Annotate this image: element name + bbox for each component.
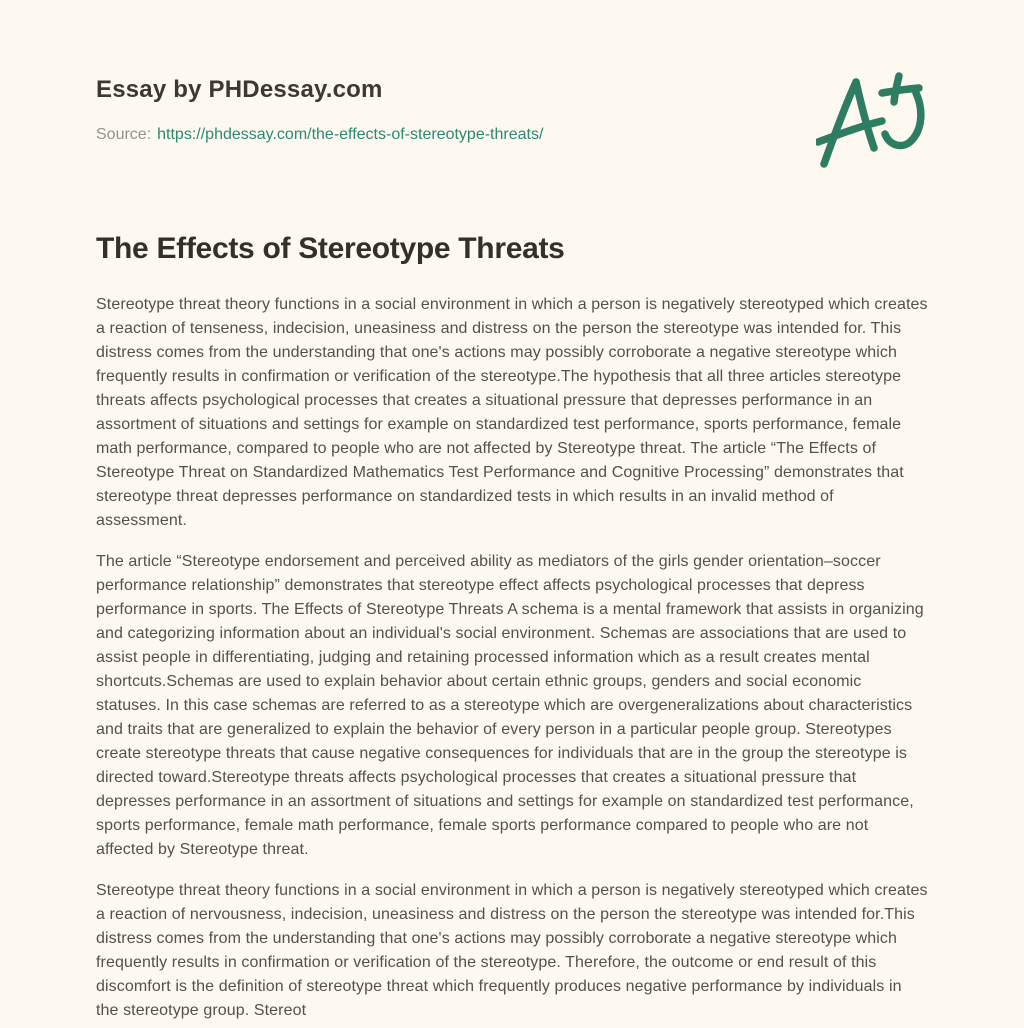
essay-paragraph-3: Stereotype threat theory functions in a social environment in which a person is negatively stereotyped which creates a reaction of nervousness, indecision, uneasiness and distress on the person the stereotype was intended for.This distress comes from the understanding that one's actions may possibly corroborate a negative stereotype which frequently results in confirmation or verification of the stereotype. Therefore, the outcome or end result of this discomfort is the definition of stereotype threat which frequently produces negative performance by individuals in the stereotype group. Stereot bbox=[96, 882, 928, 1019]
essay-paragraph-1: Stereotype threat theory functions in a social environment in which a person is negatively stereotyped which creates a reaction of tenseness, indecision, uneasiness and distress on the person the stereotype was intended for. This distress comes from the understanding that one's actions may possibly corroborate a negative stereotype which frequently results in confirmation or verification of the stereotype.The hypothesis that all three articles stereotype threats affects psychological processes that creates a situational pressure that depresses performance in an assortment of situations and settings for example on standardized test performance, sports performance, female math performance, compared to people who are not affected by Stereotype threat. The article “The Effects of Stereotype Threat on Standardized Mathematics Test Performance and Cognitive Processing” demonstrates that stereotype threat depresses performance on standardized tests in which results in an invalid method of assessment. bbox=[96, 296, 928, 529]
source-link[interactable]: https://phdessay.com/the-effects-of-stereotype-threats/ bbox=[157, 126, 544, 143]
page-header bbox=[96, 78, 928, 170]
essay-paragraph-2: The article “Stereotype endorsement and perceived ability as mediators of the girls gender orientation–soccer performance relationship” demonstrates that stereotype effect affects psychological processes that depress performance in sports. The Effects of Stereotype Threats A schema is a mental framework that assists in organizing and categorizing information about an individual's social environment. Schemas are associations that are used to assist people in differentiating, judging and retaining processed information which as a result creates mental shortcuts.Schemas are used to explain behavior about certain ethnic groups, genders and social economic statuses. In this case schemas are referred to as a stereotype which are overgeneralizations about characteristics and traits that are generalized to explain the behavior of every person in a particular people group. Stereotypes create stereotype threats that cause negative consequences for individuals that are in the group the stereotype is directed toward.Stereotype threats affects psychological processes that creates a situational pressure that depresses performance in an assortment of situations and settings for example on standardized test performance, sports performance, female math performance, female sports performance compared to people who are not affected by Stereotype threat. bbox=[96, 553, 924, 858]
byline-heading: Essay by PHDessay.com bbox=[96, 76, 383, 103]
essay-body bbox=[96, 293, 928, 1023]
essay-title: The Effects of Stereotype Threats bbox=[96, 232, 565, 265]
header-text-block bbox=[96, 78, 543, 147]
source-line bbox=[96, 123, 543, 147]
source-label: Source: bbox=[96, 126, 152, 143]
a-plus-logo-icon bbox=[816, 70, 928, 170]
